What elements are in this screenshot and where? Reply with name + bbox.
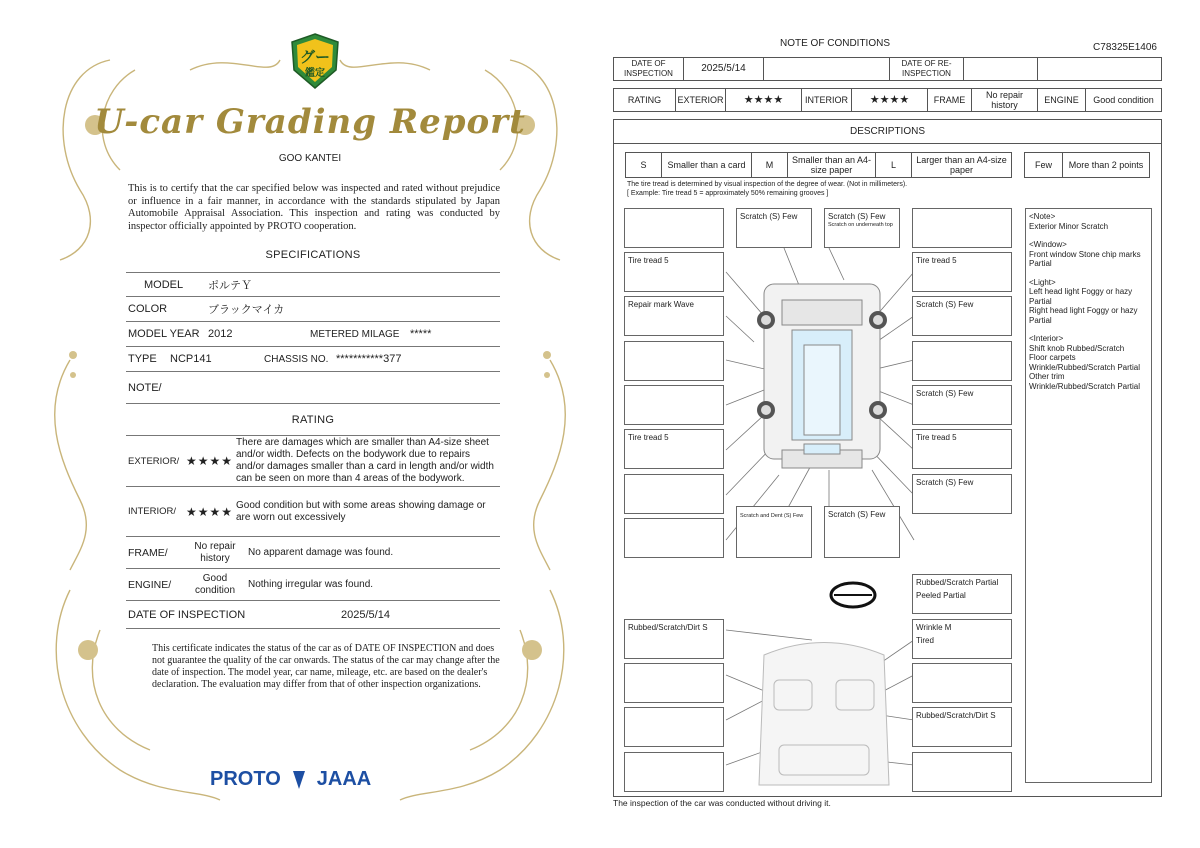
- color-row: [126, 297, 500, 322]
- interior-item: Floor carpets Wrinkle/Rubbed/Scratch Partial: [1029, 353, 1141, 372]
- note-of-conditions: [610, 30, 1165, 820]
- jaaa-logo: JAAA: [316, 768, 372, 790]
- svg-text:鑑定: 鑑定: [305, 68, 325, 79]
- tire-note-line1: The tire tread is determined by visual inspection of the degree of wear. (Not in millimeters).: [627, 181, 908, 188]
- proto-logo: PROTO: [210, 768, 281, 790]
- condition-box: [624, 752, 724, 792]
- box-text: Tire tread 5: [916, 433, 957, 442]
- window-item: Front window Stone chip marks Partial: [1029, 249, 1141, 268]
- interior-item: Other trim Wrinkle/Rubbed/Scratch Partial: [1029, 372, 1141, 391]
- reinspection-date-label: DATE OF RE-INSPECTION: [890, 58, 964, 80]
- rating-header: [613, 88, 1162, 112]
- engine-label: ENGINE: [1038, 89, 1086, 111]
- box-text: Tire tread 5: [628, 433, 669, 442]
- certificate-disclaimer: This certificate indicates the status of the car as of DATE OF INSPECTION and does not guarantee the quality of the car onwards. The status of the car may change after the date of inspection. The model year, car name, mileage, etc. are based on the dealer's declaration. The evaluation may differ from that of other inspection organizations.: [152, 643, 500, 690]
- model-row: [126, 272, 500, 297]
- engine-value: Good condition: [1093, 95, 1154, 105]
- footer-logos: [210, 768, 430, 791]
- box-text: Scratch (S) Few: [740, 212, 798, 221]
- condition-box: [736, 506, 812, 558]
- milage-label: METERED MILAGE: [310, 328, 400, 340]
- box-text: Wrinkle M: [916, 623, 952, 632]
- rating-label: RATING: [614, 89, 676, 111]
- model-label: MODEL: [144, 278, 184, 291]
- conditions-title: NOTE OF CONDITIONS: [780, 38, 890, 49]
- frame-description: No apparent damage was found.: [248, 546, 394, 558]
- legend-l-desc: Larger than an A4-size paper: [916, 155, 1007, 175]
- condition-box: [912, 296, 1012, 336]
- exterior-rating-row: [126, 435, 500, 487]
- interior-item: Shift knob Rubbed/Scratch: [1029, 343, 1125, 353]
- chassis-value: ***********377: [336, 353, 402, 365]
- engine-value: Good condition: [194, 572, 236, 596]
- note-row: [126, 372, 500, 404]
- exterior-description: There are damages which are smaller than A4-size sheet and/or width. Defects on the bodywork due to repairs and/or damages smaller than a card in length and/or width can be seen on more than 4 areas of the bodywork.: [236, 437, 494, 484]
- legend-few-desc: More than 2 points: [1068, 160, 1144, 170]
- exterior-stars: ★★★★: [186, 454, 234, 468]
- exterior-label: EXTERIOR/: [128, 455, 180, 467]
- note-label: NOTE/: [128, 381, 162, 394]
- condition-box: [912, 429, 1012, 469]
- svg-text:グー: グー: [299, 48, 331, 66]
- condition-box: [624, 341, 724, 381]
- condition-box: [824, 506, 900, 558]
- exterior-label: EXTERIOR: [676, 89, 726, 111]
- window-heading: <Window>: [1029, 240, 1067, 249]
- condition-box: [824, 208, 900, 248]
- legend-l: L: [876, 153, 912, 177]
- goo-kantei-badge-icon: [288, 32, 342, 90]
- steering-wheel-icon: [831, 583, 875, 607]
- type-row: [126, 347, 500, 372]
- interior-description: Good condition but with some areas showing damage or are worn out excessively: [236, 499, 486, 523]
- frame-value: No repair history: [972, 89, 1038, 111]
- interior-heading: <Interior>: [1029, 334, 1064, 343]
- report-title: U-car Grading Report: [94, 102, 526, 142]
- inspection-date-row: [126, 601, 500, 629]
- condition-box: [624, 663, 724, 703]
- model-year-label: MODEL YEAR: [128, 328, 200, 340]
- condition-box: [912, 208, 1012, 248]
- frame-label: FRAME: [928, 89, 972, 111]
- color-label: COLOR: [128, 303, 168, 315]
- model-year-value: 2012: [208, 328, 233, 340]
- interior-label: INTERIOR/: [128, 506, 177, 517]
- car-top-view-icon: [764, 284, 880, 468]
- condition-box: [912, 341, 1012, 381]
- box-text: Peeled Partial: [916, 591, 966, 600]
- inspection-date-value: 2025/5/14: [684, 58, 764, 80]
- notes-panel: [1025, 208, 1152, 783]
- interior-rating-row: [126, 487, 500, 537]
- light-heading: <Light>: [1029, 277, 1056, 287]
- condition-box: [912, 385, 1012, 425]
- box-text: Tire tread 5: [628, 256, 669, 265]
- exterior-stars: ★★★★: [726, 89, 802, 111]
- model-value: ポルテＹ: [208, 279, 252, 292]
- engine-description: Nothing irregular was found.: [248, 578, 374, 590]
- reinspection-date-value: [964, 58, 1038, 80]
- blank-cell: [1038, 58, 1161, 80]
- box-text: Repair mark Wave: [628, 300, 694, 309]
- frame-label: FRAME/: [128, 546, 168, 559]
- condition-box: [624, 252, 724, 292]
- descriptions-heading: DESCRIPTIONS: [614, 120, 1161, 144]
- legend-m-desc: Smaller than an A4-size paper: [788, 153, 876, 177]
- descriptions-panel: [613, 119, 1162, 797]
- box-text: Tire tread 5: [916, 256, 957, 265]
- condition-box: [624, 208, 724, 248]
- note-heading: <Note>: [1029, 212, 1056, 221]
- rating-heading: RATING: [291, 414, 335, 426]
- frame-value: No repair history: [194, 540, 236, 564]
- light-item: Right head light Foggy or hazy Partial: [1029, 306, 1138, 325]
- light-item: Left head light Foggy or hazy Partial: [1029, 287, 1133, 306]
- chassis-label: CHASSIS NO.: [264, 353, 329, 365]
- interior-stars: ★★★★: [186, 504, 234, 519]
- grading-certificate: [40, 30, 580, 820]
- type-label: TYPE: [128, 353, 157, 365]
- note-item: Exterior Minor Scratch: [1029, 221, 1109, 231]
- box-text: Rubbed/Scratch Partial: [916, 578, 999, 587]
- condition-box: [624, 385, 724, 425]
- frame-rating-row: [126, 537, 500, 569]
- jaaa-logo-icon: [291, 769, 307, 791]
- condition-box: [912, 752, 1012, 792]
- condition-box: [912, 252, 1012, 292]
- condition-box: [912, 707, 1012, 747]
- legend-s-desc: Smaller than a card: [662, 153, 752, 177]
- engine-label: ENGINE/: [128, 578, 172, 591]
- condition-box: [624, 518, 724, 558]
- tire-note-line2: [ Example: Tire tread 5 = approximately 50% remaining grooves ]: [627, 190, 829, 197]
- inspection-date-label: DATE OF INSPECTION: [128, 608, 246, 621]
- box-text: Rubbed/Scratch/Dirt S: [628, 623, 708, 632]
- specifications-heading: SPECIFICATIONS: [265, 249, 361, 261]
- interior-stars: ★★★★: [852, 89, 928, 111]
- condition-box: [624, 619, 724, 659]
- inspection-date-label: DATE OF INSPECTION: [614, 58, 684, 80]
- box-text: Scratch (S) Few: [828, 510, 886, 519]
- interior-label: INTERIOR: [802, 89, 852, 111]
- box-text: Scratch (S) Few: [916, 300, 974, 309]
- model-year-row: [126, 322, 500, 347]
- blank-cell: [764, 58, 890, 80]
- color-value: ブラックマイカ: [208, 304, 285, 316]
- condition-box: [624, 474, 724, 514]
- report-id: C78325E1406: [1093, 42, 1157, 53]
- condition-box: [624, 296, 724, 336]
- engine-rating-row: [126, 569, 500, 601]
- driving-disclaimer: The inspection of the car was conducted without driving it.: [613, 798, 831, 808]
- legend-few: Few: [1025, 153, 1063, 177]
- condition-box: [912, 474, 1012, 514]
- legend-s: S: [626, 153, 662, 177]
- condition-box: [912, 619, 1012, 659]
- box-text: Scratch and Dent (S) Few: [740, 513, 804, 519]
- milage-value: *****: [410, 328, 432, 340]
- box-text: Scratch (S) Few: [828, 212, 886, 221]
- condition-box: [912, 574, 1012, 614]
- condition-box: [624, 707, 724, 747]
- box-text: Scratch (S) Few: [916, 478, 974, 487]
- report-subtitle: GOO KANTEI: [278, 153, 342, 164]
- inspection-date-value: 2025/5/14: [341, 608, 390, 621]
- box-text: Tired: [916, 636, 934, 645]
- condition-box: [624, 429, 724, 469]
- condition-box: [912, 663, 1012, 703]
- condition-box: [736, 208, 812, 248]
- type-value: NCP141: [170, 353, 212, 365]
- legend-m: M: [752, 153, 788, 177]
- dates-header: [613, 57, 1162, 81]
- box-text: Rubbed/Scratch/Dirt S: [916, 711, 996, 720]
- certification-text: This is to certify that the car specified below was inspected and rated without prejudice or influence in a fair manner, in accordance with the standards stipulated by Japan Automobile Appraisal Association. This inspection and rating was conducted by inspector officially appointed by PROTO cooperation.: [128, 183, 500, 232]
- box-subtext: Scratch on underneath top: [828, 222, 893, 228]
- car-interior-icon: [759, 643, 889, 786]
- box-text: Scratch (S) Few: [916, 389, 974, 398]
